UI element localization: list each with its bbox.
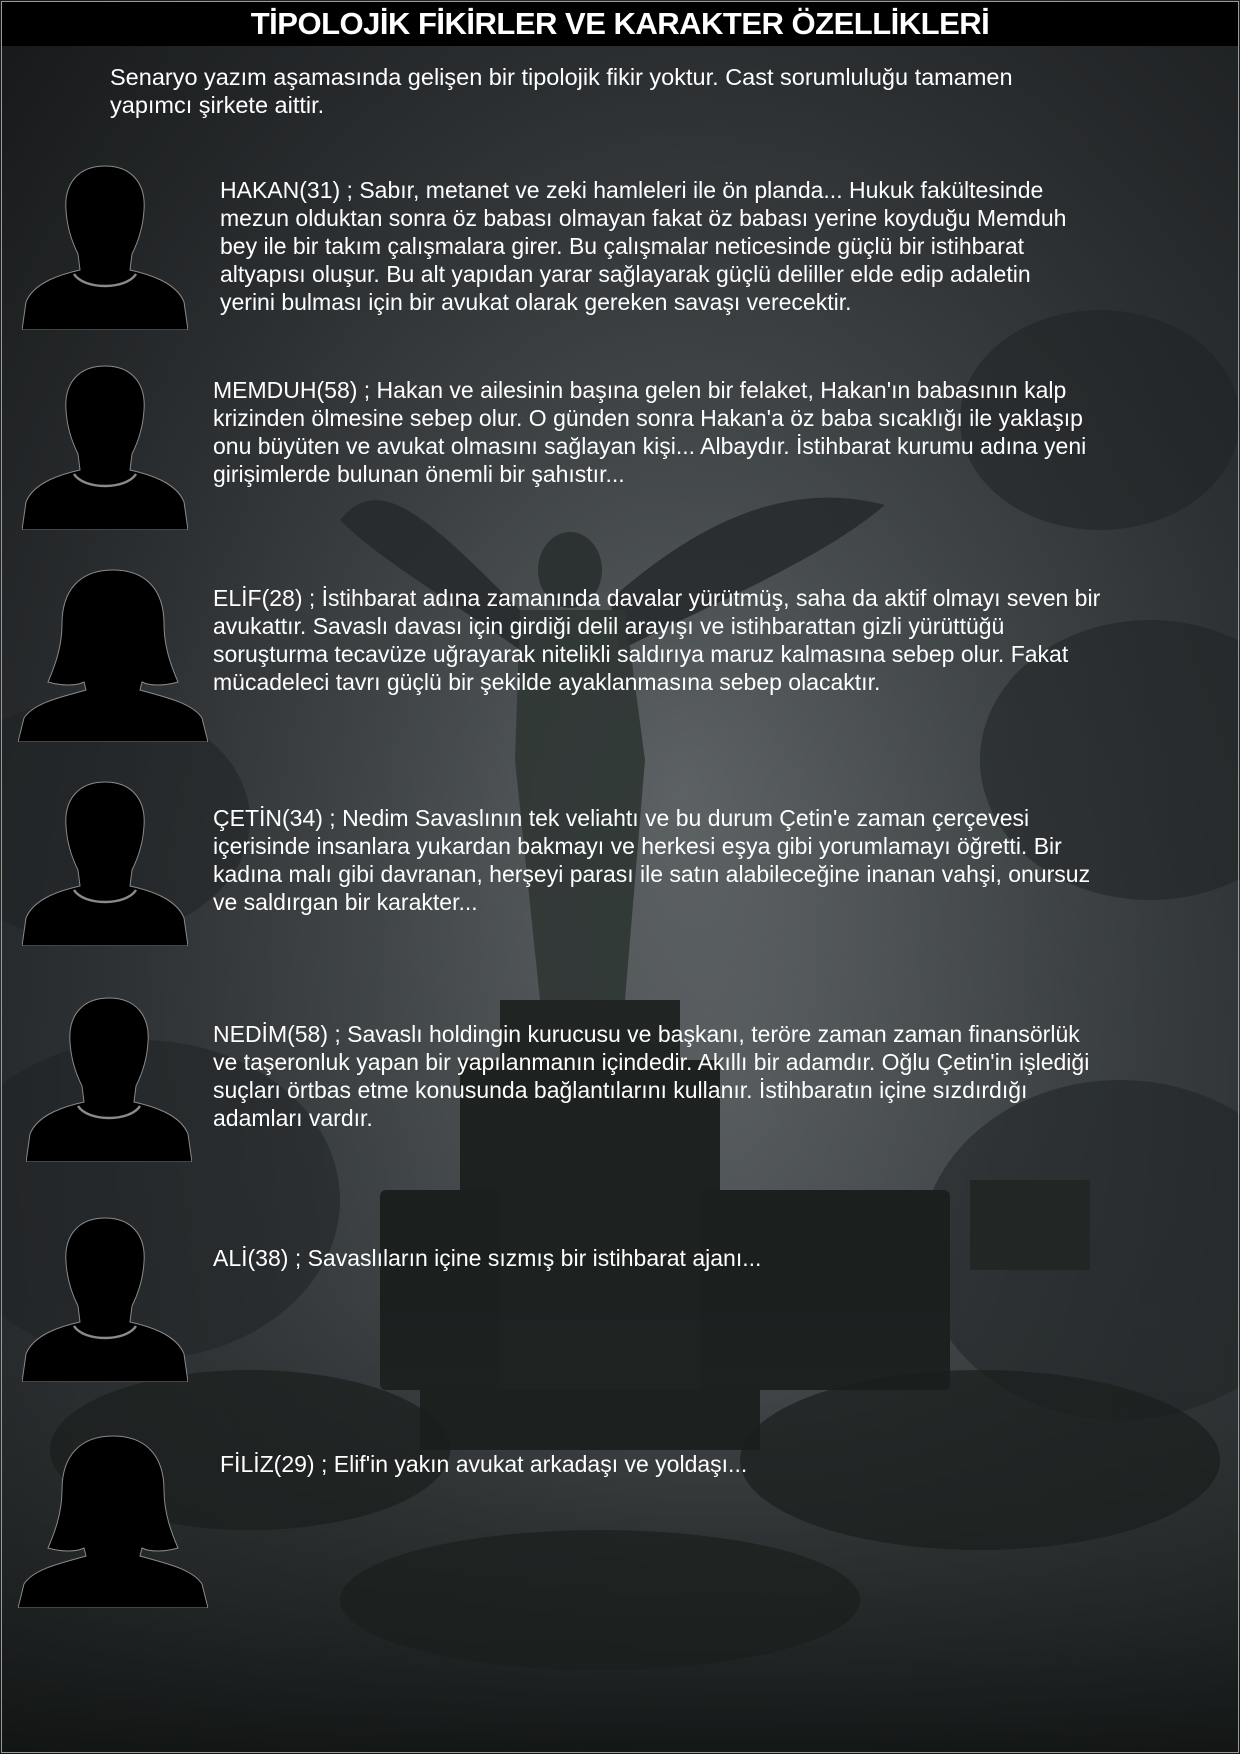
title-bar	[2, 2, 1238, 46]
description-line: avukattır. Savaslı davası için girdiği delil arayışı ve istihbarattan gizli yürüttüğü	[213, 613, 1005, 639]
description-line: ÇETİN(34) ; Nedim Savaslının tek veliahtı ve bu durum Çetin'e zaman çerçevesi	[213, 805, 1030, 831]
male-silhouette-icon	[26, 994, 192, 1162]
description-line: FİLİZ(29) ; Elif'in yakın avukat arkadaşı ve yoldaşı...	[220, 1451, 748, 1477]
description-line: ALİ(38) ; Savaslıların içine sızmış bir istihbarat ajanı...	[213, 1245, 762, 1271]
description-line: mezun olduktan sonra öz babası olmayan fakat öz babası yerine koyduğu Memduh	[220, 205, 1067, 231]
character-description	[220, 176, 1230, 316]
character-description	[213, 1244, 1233, 1272]
description-line: suçları örtbas etme konusunda bağlantılarını kullanır. İstihbaratın içine sızdırdığı	[213, 1077, 1028, 1103]
male-silhouette-icon	[22, 162, 188, 330]
description-line: MEMDUH(58) ; Hakan ve ailesinin başına gelen bir felaket, Hakan'ın babasının kalp	[213, 377, 1067, 403]
description-line: girişimlerde bulunan önemli bir şahıstır...	[213, 461, 625, 487]
description-line: krizinden ölmesine sebep olur. O günden sonra Hakan'a öz baba sıcaklığı ile yaklaşıp	[213, 405, 1083, 431]
description-line: onu büyüten ve avukat olmasını sağlayan kişi... Albaydır. İstihbarat kurumu adına yeni	[213, 433, 1087, 459]
page-title: TİPOLOJİK FİKİRLER VE KARAKTER ÖZELLİKLERİ	[250, 6, 990, 41]
description-line: adamları vardır.	[213, 1105, 373, 1131]
description-line: ve saldırgan bir karakter...	[213, 889, 478, 915]
description-line: ELİF(28) ; İstihbarat adına zamanında davalar yürütmüş, saha da aktif olmayı seven bir	[213, 585, 1101, 611]
character-description	[213, 376, 1233, 488]
character-description	[213, 1020, 1233, 1132]
description-line: HAKAN(31) ; Sabır, metanet ve zeki hamleleri ile ön planda... Hukuk fakültesinde	[220, 177, 1044, 203]
description-line: ve taşeronluk yapan bir yapılanmanın içindedir. Akıllı bir adamdır. Oğlu Çetin'in işlediği	[213, 1049, 1090, 1075]
character-description	[213, 584, 1238, 696]
description-line: içerisinde insanlara yukardan bakmayı ve herkesi eşya gibi yorumlamayı öğretti. Bir	[213, 833, 1062, 859]
female-silhouette-icon	[18, 568, 208, 742]
description-line: kadına malı gibi davranan, herşeyi parası ile satın alabileceğine inanan vahşi, onursuz	[213, 861, 1091, 887]
description-line: soruşturma tecavüze uğrayarak nitelikli saldırıya maruz kalmasına sebep olur. Fakat	[213, 641, 1069, 667]
male-silhouette-icon	[22, 1214, 188, 1382]
character-description	[220, 1450, 1230, 1478]
character-description	[213, 804, 1233, 916]
description-line: NEDİM(58) ; Savaslı holdingin kurucusu ve başkanı, teröre zaman zaman finansörlük	[213, 1021, 1080, 1047]
description-line: bey ile bir takım çalışmalara girer. Bu çalışmalar neticesinde güçlü bir istihbarat	[220, 233, 1025, 259]
description-line: yerini bulması için bir avukat olarak gereken savaşı verecektir.	[220, 289, 852, 315]
intro-line: yapımcı şirkete aittir.	[110, 92, 325, 118]
male-silhouette-icon	[22, 362, 188, 530]
intro-paragraph	[110, 63, 1170, 119]
description-line: altyapısı oluşur. Bu alt yapıdan yarar sağlayarak güçlü deliller elde edip adaletin	[220, 261, 1031, 287]
female-silhouette-icon	[18, 1434, 208, 1608]
intro-line: Senaryo yazım aşamasında gelişen bir tipolojik fikir yoktur. Cast sorumluluğu tamamen	[110, 64, 1013, 90]
description-line: mücadeleci tavrı güçlü bir şekilde ayaklanmasına sebep olacaktır.	[213, 669, 881, 695]
male-silhouette-icon	[22, 778, 188, 946]
